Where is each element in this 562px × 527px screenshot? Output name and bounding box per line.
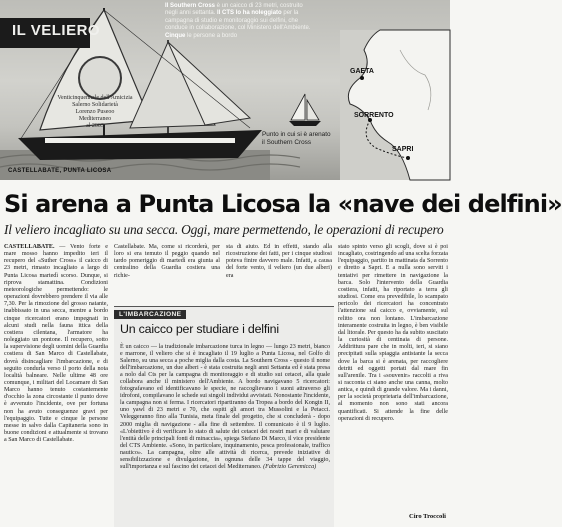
headline: Si arena a Punta Licosa la «nave dei delfini» (4, 190, 562, 218)
article-column-2: Castellabate. Ma, come si ricorderà, per loro si era temuto il peggio quando nel tardo pomeriggio di martedì era giunta al centralino della Guardia costiera una richie- (114, 244, 220, 279)
box-tag: L'IMBARCAZIONE (114, 310, 186, 319)
map-label-gaeta: GAETA (350, 68, 374, 75)
article-column-1: CASTELLABATE. — Vento forte e mare mosso hanno impedito ieri il recupero del «Suther Cross» il caicco di 23 metri, rimasto incagliato a largo di Punta Licosa martedì scorso. Dunque, si riprova stamattina. Condizioni meteorologiche permettendo: le operazioni dovrebbero prendere il via alle 7,30. Per la rimozione del grosso natante, inabbissato in una secca, mentre a bordo cinque ricercatori erano impegnati in alcuni studi nella fauna ittica della costiera cilentana, l'armatore ha noleggiato un pontone. Il recupero, sotto la supervisione degli uomini della Guardia costiera di San Marco di Castellabate, dovrà disincagliare l'imbarcazione, e di seguito condurla verso il porto della nota località balneare. Nelle ultime 48 ore comunque, i militari del Locamare di San Marco hanno tenuto costantemente d'occhio la zona circostante il punto dove è avvenuto l'incidente, ove per fortuna non ha avuto conseguenze gravi per l'equipaggio. Tutte e cinque le persone messe in salvo dalla Capitaneria sono in buone condizioni e attualmente si trovano a San Marco di Castellabate. (4, 244, 108, 444)
position-caption: Punto in cui si è arenato il Southern Cross (262, 131, 331, 146)
article-column-4: stato spinto verso gli scogli, dove si è poi incagliato, costringendo ad una scelta forzata l'equipaggio, partito in mattinata da Sorrento e diretto a Sapri. E a nulla sono serviti i tentativi per rimettere in navigazione la barca. Solo l'intervento della Guardia costiera, infatti, ha riportato a terra gli studiosi. Come era prevedibile, lo scampato pericolo dei ricercatori ha concentrato l'attenzione sul caicco e, ovviamente, sul relitto ora non lontano. L'imbarcazione interamente costruita in legno, è ben visibile dal litorale. Per questo ha da subito suscitato la curiosità di centinaia di persone. Addirittura pare che in molti, ieri, si siano precipitati sulla spiaggia antistante la secca dove la barca si è arenata, per raccogliere detriti ed oggetti portati dal mare fin sull'arenile. Tra i «souvenir» raccolti a riva si racconta ci siano anche una canna, molto antica, e quindi di grande valore. Ma i danni, per la società proprietaria dell'imbarcazione, al momento non sono stati ancora quantificati. Si attende la fine delle operazioni di recupero. (338, 244, 448, 422)
author-signature: Ciro Troccoli (408, 513, 446, 520)
section-kicker: IL VELIERO (12, 22, 101, 39)
article-column-3: sta di aiuto. Ed in effetti, stando alla ricostruzione dei fatti, per i cinque studiosi poteva finire davvero male. Infatti, a causa del forte vento, il veliero (un due alberi) era (226, 244, 332, 279)
map-label-sapri: SAPRI (392, 146, 414, 153)
sidebar-box (114, 306, 334, 527)
box-body: È un caicco — la tradizionale imbarcazione turca in legno — lungo 23 metri, bianco e marrone, il veliero che si è incagliato il 19 luglio a Punta Licosa, nel Golfo di Salerno, su una secca a poche miglia dalla costa. La Southern Cross - questo il nome dell'imbarcazione, un due alberi - è stata costruita negli anni Settanta ed è stata presa a nolo dal Cts per la campagna di monitoraggio e di studio sui cetacei, alla quale collabora anche il ministero dell'Ambiente. A bordo navigavano 5 ricercatori: fotografavano ed identificavano le specie, ne raccoglievano i suoni attraverso gli idrofoni, compilavano le schede sui singoli individui avvistati. Nonostante l'incidente, la campagna non si ferma. I ricercatori ripartiranno da Tropea a bordo del Kongin II, uno yawl di 23 metri e 70, che ospiti gli amori tra Mussolini e la Petacci. Veleggeranno fino alla Tunisia, meta finale del progetto, che si concluderà - dopo 2000 miglia di navigazione - alla fine di settembre. Il comunicato è il 9 luglio. «L'obiettivo è di verificare lo stato di salute dei cetacei dei nostri mari e di valutare l'entità delle principali fonti di minaccia», spiega Stefano Di Marco, il vice presidente del CTS Ambiente. «Sono, in particolare, inquinamento, pesca professionale, traffico nautico». La campagna, oltre alle attività di ricerca, prevede iniziative di sensibilizzazione e divulgazione, in ognuna delle 34 tappe del viaggio, sull'importanza e sul fascino dei cetacei del Mediterraneo. (Fabrizio Geremicca) (120, 344, 330, 470)
subheadline: Il veliero incagliato su una secca. Oggi, mare permettendo, le operazioni di recupero (4, 222, 444, 237)
gaeta-marker (360, 76, 364, 80)
box-title: Un caicco per studiare i delfini (120, 322, 279, 336)
sail-emblem-icon (78, 56, 122, 100)
veliero-photo (0, 0, 450, 180)
location-caption: CASTELLABATE, PUNTA LICOSA (8, 168, 112, 174)
sail-lettering: Venticinquennale dell'Amicizia Salerno Solidarietà Lorenzo Puseoo Mediterraneo al 2003 (57, 95, 133, 129)
photo-caption: Il Southern Cross è un caicco di 23 metri, costruito negli anni settanta. Il CTS lo ha noleggiato per la campagna di studio e monitoraggio sui delfini, che conduce in collaborazione, col Ministero dell'Ambiente. Cinque le persone a bordo (165, 3, 311, 39)
map-label-sorrento: SORRENTO (354, 112, 394, 119)
coast-map (340, 30, 450, 180)
boat-position-icon (285, 92, 325, 130)
